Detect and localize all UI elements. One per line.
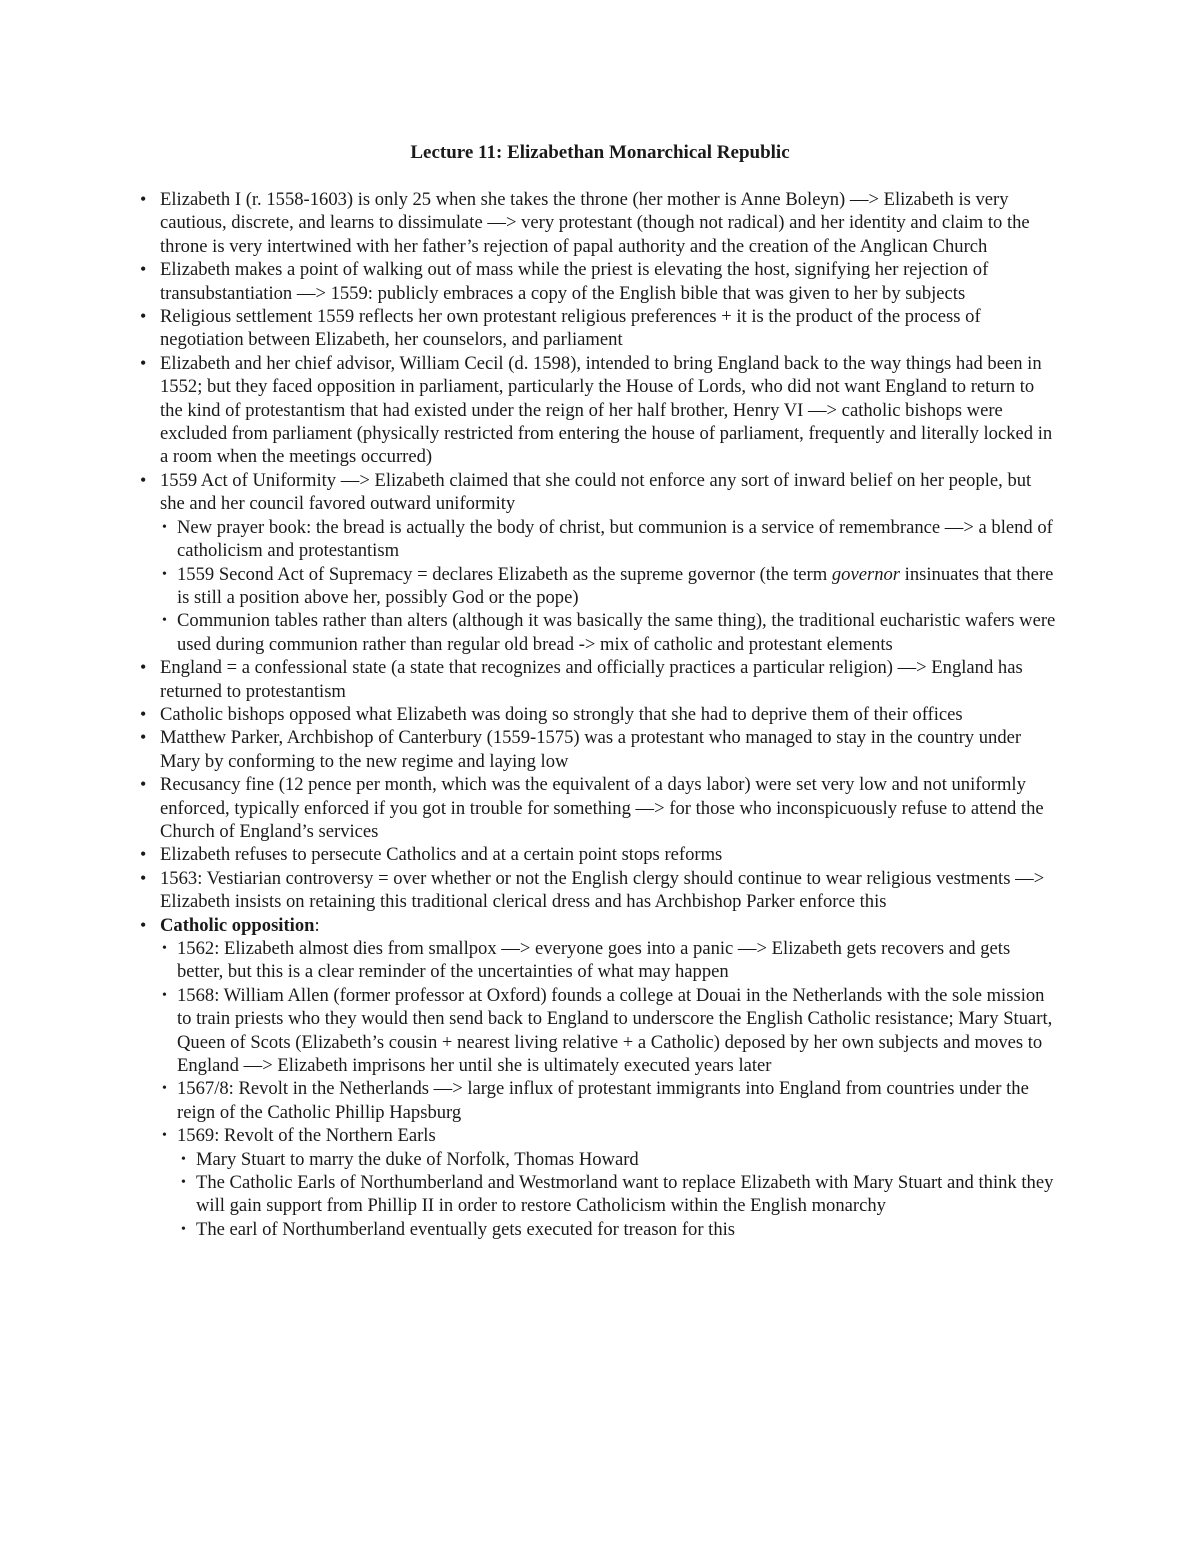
list-item-text: Elizabeth makes a point of walking out of mass while the priest is elevating the host, signifying her rejection of transubstantiation —> 1559: publicly embraces a copy of the English bible that was given to her by subjects bbox=[160, 259, 989, 304]
list-item bbox=[140, 867, 1060, 914]
list-item bbox=[160, 937, 1060, 984]
bullet-icon: • bbox=[162, 566, 167, 582]
list-item bbox=[140, 726, 1060, 773]
list-item bbox=[160, 1124, 1060, 1147]
list-item-text: 1569: Revolt of the Northern Earls bbox=[177, 1125, 436, 1147]
list-item-heading: Catholic opposition bbox=[160, 914, 315, 936]
bullet-icon: • bbox=[140, 914, 147, 935]
bullet-icon: • bbox=[162, 519, 167, 535]
bullet-icon: • bbox=[181, 1175, 186, 1191]
list-item bbox=[160, 516, 1060, 563]
list-item-emphasis: governor bbox=[831, 563, 901, 585]
list-item-text: Catholic bishops opposed what Elizabeth was doing so strongly that she had to deprive them of their offices bbox=[160, 703, 963, 725]
list-item-text: Communion tables rather than alters (although it was basically the same thing), the traditional eucharistic wafers were used during communion rather than regular old bread -> mix of catholic and protestant elements bbox=[177, 610, 1056, 655]
bullet-icon: • bbox=[140, 259, 147, 280]
bullet-icon: • bbox=[140, 189, 147, 209]
bullet-icon: • bbox=[140, 703, 147, 724]
bullet-icon: • bbox=[140, 774, 147, 795]
list-item bbox=[160, 1148, 1060, 1171]
list-item-text: The Catholic Earls of Northumberland and Westmorland want to replace Elizabeth with Mary Stuart and think they will gain support from Phillip II in order to restore Catholicism within the English monarchy bbox=[196, 1172, 1054, 1217]
list-item-text: 1563: Vestiarian controversy = over whether or not the English clergy should continue to wear religious vestments —> Elizabeth insists on retaining this traditional clerical dress and has Archbishop Parker enforce this bbox=[160, 867, 1045, 913]
bullet-icon: • bbox=[140, 657, 147, 678]
list-item-text: Elizabeth and her chief advisor, William Cecil (d. 1598), intended to bring England back to the way things had been in 1552; but they faced opposition in parliament, particularly the House of Lords, who did not want England to return to the kind of protestantism that had existed under the reign of her half brother, Henry VI —> catholic bishops were excluded from parliament (physically restricted from entering the house of parliament, frequently and literally locked in a room when the meetings occurred) bbox=[160, 352, 1053, 468]
list-item-text: New prayer book: the bread is actually the body of christ, but communion is a service of remembrance —> a blend of catholicism and protestantism bbox=[177, 516, 1053, 562]
list-item bbox=[140, 843, 1060, 866]
list-item bbox=[160, 1077, 1060, 1124]
bullet-icon: • bbox=[162, 987, 167, 1003]
list-item-text: 1567/8: Revolt in the Netherlands —> large influx of protestant immigrants into England from countries under the reign of the Catholic Phillip Hapsburg bbox=[177, 1078, 1029, 1123]
list-item bbox=[160, 984, 1060, 1078]
list-item-text: Recusancy fine (12 pence per month, which was the equivalent of a days labor) were set very low and not uniformly enforced, typically enforced if you got in trouble for something —> for those who inconspicuously refuse to attend the Church of England’s services bbox=[160, 774, 1044, 842]
list-item bbox=[160, 609, 1060, 656]
list-item-text: Mary Stuart to marry the duke of Norfolk, Thomas Howard bbox=[196, 1148, 639, 1170]
list-item bbox=[140, 773, 1060, 843]
bullet-icon: • bbox=[140, 352, 147, 373]
bullet-list bbox=[140, 188, 1060, 1241]
list-item-text: Elizabeth I (r. 1558-1603) is only 25 when she takes the throne (her mother is Anne Boleyn) —> Elizabeth is very cautious, discrete, and learns to dissimulate —> very protestant (though not radical) and her identity and claim to the throne is very intertwined with her father’s rejection of papal authority and the creation of the Anglican Church bbox=[160, 189, 1030, 257]
bullet-icon: • bbox=[140, 306, 147, 327]
list-item bbox=[140, 469, 1060, 516]
bullet-icon: • bbox=[162, 613, 167, 629]
bullet-icon: • bbox=[162, 941, 167, 956]
page-title: Lecture 11: Elizabethan Monarchical Republic bbox=[410, 142, 790, 163]
list-item-text: 1568: William Allen (former professor at Oxford) founds a college at Douai in the Netherlands with the sole mission to train priests who they would then send back to England to underscore the English Catholic resistance; Mary Stuart, Queen of Scots (Elizabeth’s cousin + nearest living relative + a Catholic) deposed by her own subjects and moves to England —> Elizabeth imprisons her until she is ultimately executed years later bbox=[177, 984, 1053, 1077]
list-item-text: : bbox=[314, 914, 320, 936]
list-item-text: England = a confessional state (a state that recognizes and officially practices a particular religion) —> England has returned to protestantism bbox=[160, 657, 1023, 702]
bullet-icon: • bbox=[140, 727, 147, 748]
list-item bbox=[140, 352, 1060, 469]
bullet-icon: • bbox=[181, 1221, 186, 1237]
list-item-text: insinuates that there is still a position above her, possibly God or the pope) bbox=[177, 563, 1054, 608]
list-item-text: 1559 Act of Uniformity —> Elizabeth claimed that she could not enforce any sort of inward belief on her people, but she and her council favored outward uniformity bbox=[160, 469, 1032, 515]
list-item bbox=[140, 656, 1060, 703]
list-item bbox=[140, 914, 1060, 937]
bullet-icon: • bbox=[181, 1151, 186, 1167]
list-item bbox=[140, 188, 1060, 258]
list-item-text: The earl of Northumberland eventually gets executed for treason for this bbox=[196, 1218, 736, 1240]
bullet-icon: • bbox=[162, 1081, 167, 1097]
bullet-icon: • bbox=[140, 867, 147, 888]
list-item bbox=[140, 703, 1060, 726]
list-item bbox=[160, 1218, 1060, 1241]
list-item bbox=[140, 305, 1060, 352]
list-item-text: 1562: Elizabeth almost dies from smallpox —> everyone goes into a panic —> Elizabeth gets recovers and gets better, but this is a clear reminder of the uncertainties of what may happen bbox=[177, 938, 1011, 983]
list-item bbox=[160, 1171, 1060, 1218]
bullet-icon: • bbox=[140, 469, 147, 490]
bullet-icon: • bbox=[162, 1128, 167, 1144]
list-item-text: Elizabeth refuses to persecute Catholics and at a certain point stops reforms bbox=[160, 844, 723, 866]
list-item bbox=[140, 258, 1060, 305]
bullet-icon: • bbox=[140, 844, 147, 865]
list-item-text: Matthew Parker, Archbishop of Canterbury (1559-1575) was a protestant who managed to stay in the country under Mary by conforming to the new regime and laying low bbox=[160, 727, 1022, 772]
list-item bbox=[160, 563, 1060, 610]
list-item-text: 1559 Second Act of Supremacy = declares Elizabeth as the supreme governor (the term bbox=[177, 563, 832, 585]
list-item-text: Religious settlement 1559 reflects her own protestant religious preferences + it is the product of the process of negotiation between Elizabeth, her counselors, and parliament bbox=[160, 306, 981, 351]
